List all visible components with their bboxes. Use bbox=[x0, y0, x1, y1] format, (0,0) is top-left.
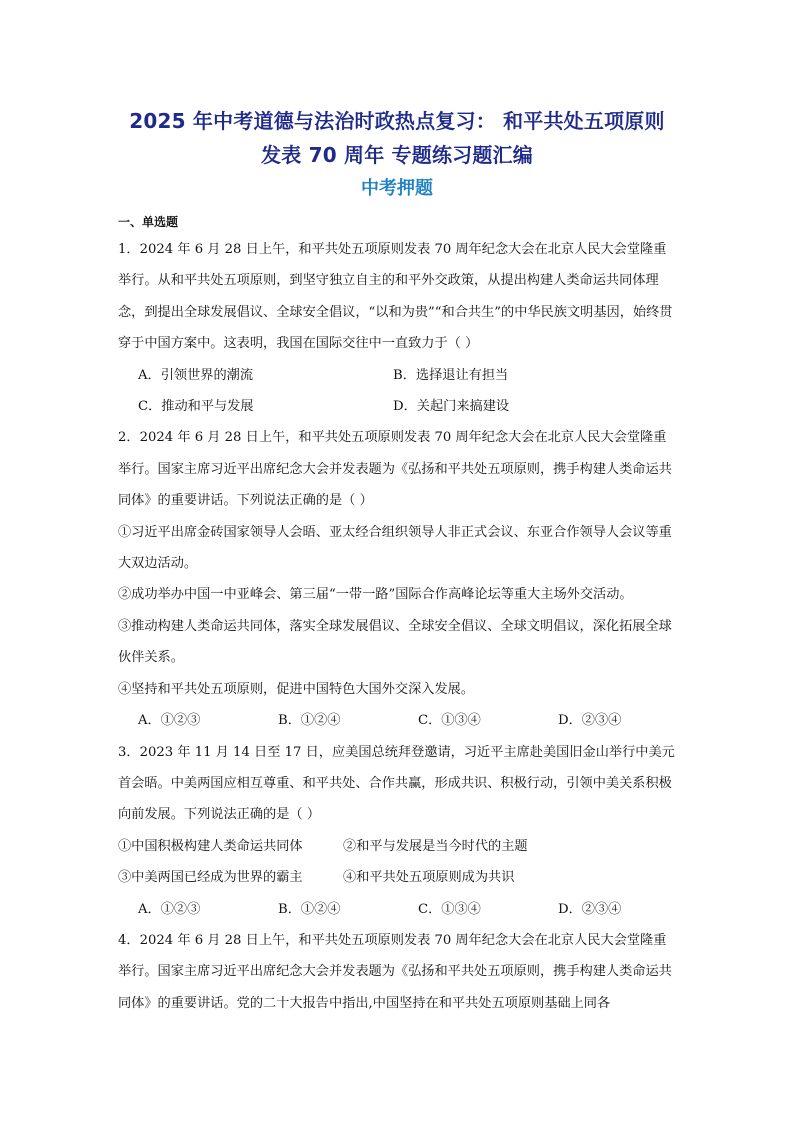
question-1-option-a[interactable]: A．引领世界的潮流 bbox=[138, 367, 254, 383]
question-3-statements-row-2 bbox=[118, 862, 676, 893]
question-2-option-b[interactable]: B．①②④ bbox=[278, 713, 341, 729]
question-2-statement-4: ④坚持和平共处五项原则，促进中国特色大国外交深入发展。 bbox=[118, 681, 475, 697]
question-3-options bbox=[118, 894, 676, 925]
question-1-stem: 1．2024 年 6 月 28 日上午，和平共处五项原则发表 70 周年纪念大会在北京人民大会堂隆重举行。从和平共处五项原则，到坚守独立自主的和平外交政策，从提出构建人类命运共同体理念，到提出全球发展倡议、全球安全倡议，“以和为贵”“和合共生”的中华民族文明基因，始终贯穿于中国方案中。这表明，我国在国际交往中一直致力于（ ） bbox=[118, 242, 673, 352]
question-3-option-b[interactable]: B．①②④ bbox=[278, 901, 341, 917]
section-heading: 一、单选题 bbox=[118, 215, 179, 229]
question-4 bbox=[118, 925, 676, 1019]
question-2-statement-3: ③推动构建人类命运共同体，落实全球发展倡议、全球安全倡议、全球文明倡议，深化拓展全球伙伴关系。 bbox=[118, 618, 672, 666]
question-3-statement-1: ①中国积极构建人类命运共同体 bbox=[118, 838, 303, 854]
question-3-option-a[interactable]: A．①②③ bbox=[138, 901, 201, 917]
question-3-statement-4: ④和平共处五项原则成为共识 bbox=[343, 870, 515, 886]
document-subtitle: 中考押题 bbox=[361, 178, 433, 199]
question-1-option-b[interactable]: B．选择退让有担当 bbox=[393, 367, 509, 383]
question-3-statements-row-1 bbox=[118, 831, 676, 862]
question-4-stem: 4．2024 年 6 月 28 日上午，和平共处五项原则发表 70 周年纪念大会在北京人民大会堂隆重举行。国家主席习近平出席纪念大会并发表题为《弘扬和平共处五项原则，携手构建人类命运共同体》的重要讲话。党的二十大报告中指出,中国坚持在和平共处五项原则基础上同各 bbox=[118, 932, 672, 1011]
question-3-stem: 3．2023 年 11 月 14 日至 17 日，应美国总统拜登邀请，习近平主席赴美国旧金山举行中美元首会晤。中美两国应相互尊重、和平共处、合作共赢，形成共识、积极行动，引领中美关系积极向前发展。下列说法正确的是（ ） bbox=[118, 744, 675, 823]
document-title-line-1: 2025 年中考道德与法治时政热点复习： 和平共处五项原则 bbox=[129, 109, 665, 133]
question-1 bbox=[118, 234, 676, 422]
question-3-statement-2: ②和平与发展是当今时代的主题 bbox=[343, 838, 528, 854]
question-2-statement-1: ①习近平出席金砖国家领导人会晤、亚太经合组织领导人非正式会议、东亚合作领导人会议等重大双边活动。 bbox=[118, 524, 672, 572]
question-1-options bbox=[118, 360, 676, 423]
question-2-stem: 2．2024 年 6 月 28 日上午，和平共处五项原则发表 70 周年纪念大会在北京人民大会堂隆重举行。国家主席习近平出席纪念大会并发表题为《弘扬和平共处五项原则，携手构建人类命运共同体》的重要讲话。下列说法正确的是（ ） bbox=[118, 430, 672, 509]
question-1-option-c[interactable]: C．推动和平与发展 bbox=[138, 399, 254, 415]
document-title-line-2: 发表 70 周年 专题练习题汇编 bbox=[261, 143, 533, 167]
question-3-statement-3: ③中美两国已经成为世界的霸主 bbox=[118, 870, 303, 886]
question-3 bbox=[118, 737, 676, 925]
question-2-option-a[interactable]: A．①②③ bbox=[138, 713, 201, 729]
question-3-option-d[interactable]: D．②③④ bbox=[558, 901, 622, 917]
question-1-option-d[interactable]: D．关起门来搞建设 bbox=[393, 399, 510, 415]
question-2 bbox=[118, 422, 676, 736]
question-2-option-d[interactable]: D．②③④ bbox=[558, 713, 622, 729]
question-2-options bbox=[118, 705, 676, 736]
question-2-statement-2: ②成功举办中国一中亚峰会、第三届“一带一路”国际合作高峰论坛等重大主场外交活动。 bbox=[118, 587, 633, 603]
question-3-option-c[interactable]: C．①③④ bbox=[418, 901, 481, 917]
question-2-option-c[interactable]: C．①③④ bbox=[418, 713, 481, 729]
